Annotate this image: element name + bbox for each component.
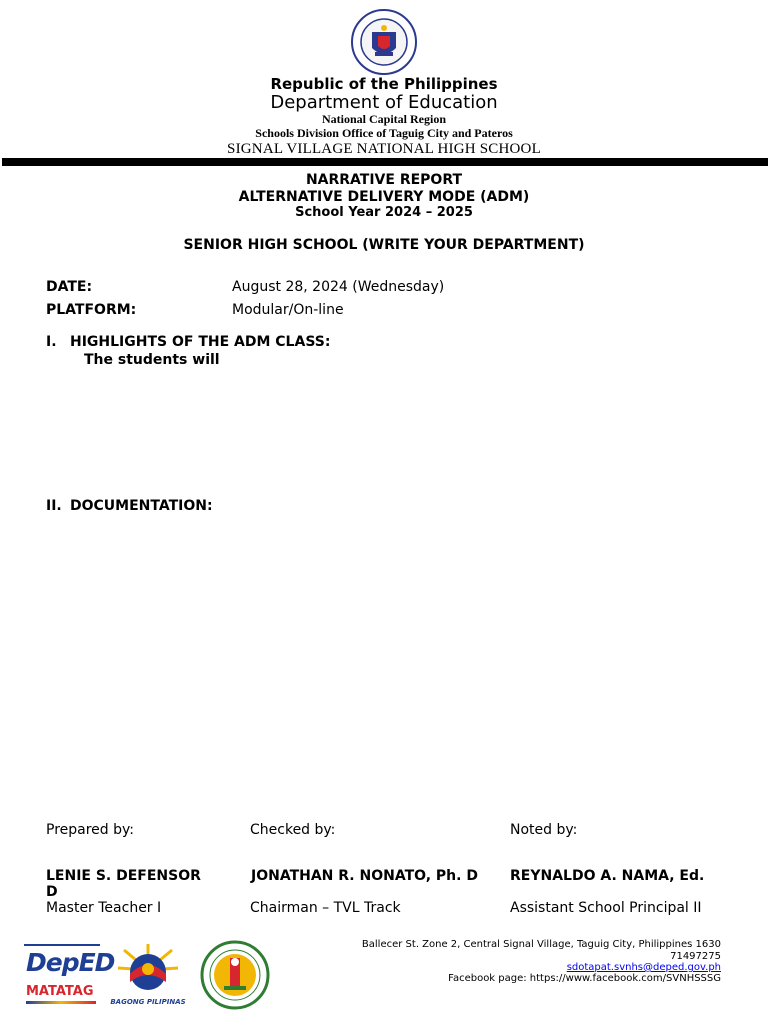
checked-by-caption: Checked by: bbox=[250, 822, 336, 838]
region-line: National Capital Region bbox=[321, 112, 446, 126]
noter-position: Assistant School Principal II bbox=[510, 900, 702, 916]
deped-seal-logo bbox=[350, 8, 418, 76]
footer-email-link[interactable]: sdotapat.svnhs@deped.gov.ph bbox=[566, 962, 721, 973]
noter-name: REYNALDO A. NAMA, Ed. bbox=[510, 868, 705, 884]
prepared-by-caption: Prepared by: bbox=[46, 822, 134, 838]
highlights-heading: HIGHLIGHTS OF THE ADM CLASS: bbox=[70, 334, 331, 350]
sun-emblem-icon bbox=[110, 942, 186, 998]
preparer-name: LENIE S. DEFENSOR bbox=[46, 868, 201, 884]
school-name: SIGNAL VILLAGE NATIONAL HIGH SCHOOL bbox=[227, 141, 541, 157]
date-label: DATE: bbox=[46, 279, 93, 295]
documentation-heading: DOCUMENTATION: bbox=[70, 498, 213, 514]
school-year: School Year 2024 – 2025 bbox=[295, 205, 473, 220]
platform-label: PLATFORM: bbox=[46, 302, 137, 318]
report-subtitle: ALTERNATIVE DELIVERY MODE (ADM) bbox=[238, 189, 530, 205]
footer-address: Ballecer St. Zone 2, Central Signal Village, Taguig City, Philippines 1630 bbox=[361, 939, 721, 950]
documentation-number: II. bbox=[46, 498, 62, 514]
highlights-number: I. bbox=[46, 334, 57, 350]
platform-value: Modular/On-line bbox=[232, 302, 344, 318]
bagong-pilipinas-wordmark: BAGONG PILIPINAS bbox=[110, 998, 186, 1006]
highlights-body: The students will bbox=[84, 352, 220, 368]
report-title: NARRATIVE REPORT bbox=[305, 172, 463, 188]
date-value: August 28, 2024 (Wednesday) bbox=[232, 279, 445, 295]
school-seal-logo bbox=[200, 940, 270, 1010]
department-heading: SENIOR HIGH SCHOOL (WRITE YOUR DEPARTMENT) bbox=[183, 237, 585, 253]
noted-by-caption: Noted by: bbox=[510, 822, 578, 838]
preparer-name-continued: D bbox=[46, 884, 58, 900]
footer-phone: 71497275 bbox=[670, 951, 721, 962]
division-line: Schools Division Office of Taguig City and Pateros bbox=[255, 126, 513, 140]
deped-matatag-logo bbox=[24, 944, 115, 1008]
header-divider bbox=[2, 158, 768, 166]
republic-line: Republic of the Philippines bbox=[270, 75, 498, 93]
deped-wordmark: DepED bbox=[26, 948, 115, 977]
preparer-position: Master Teacher I bbox=[46, 900, 162, 916]
department-line: Department of Education bbox=[270, 92, 498, 113]
matatag-wordmark: MATATAG bbox=[26, 984, 94, 999]
checker-name: JONATHAN R. NONATO, Ph. D bbox=[251, 868, 478, 884]
checker-position: Chairman – TVL Track bbox=[250, 900, 401, 916]
bagong-pilipinas-logo bbox=[110, 942, 186, 1008]
footer-facebook: Facebook page: https://www.facebook.com/SVNHSSSG bbox=[448, 973, 721, 984]
